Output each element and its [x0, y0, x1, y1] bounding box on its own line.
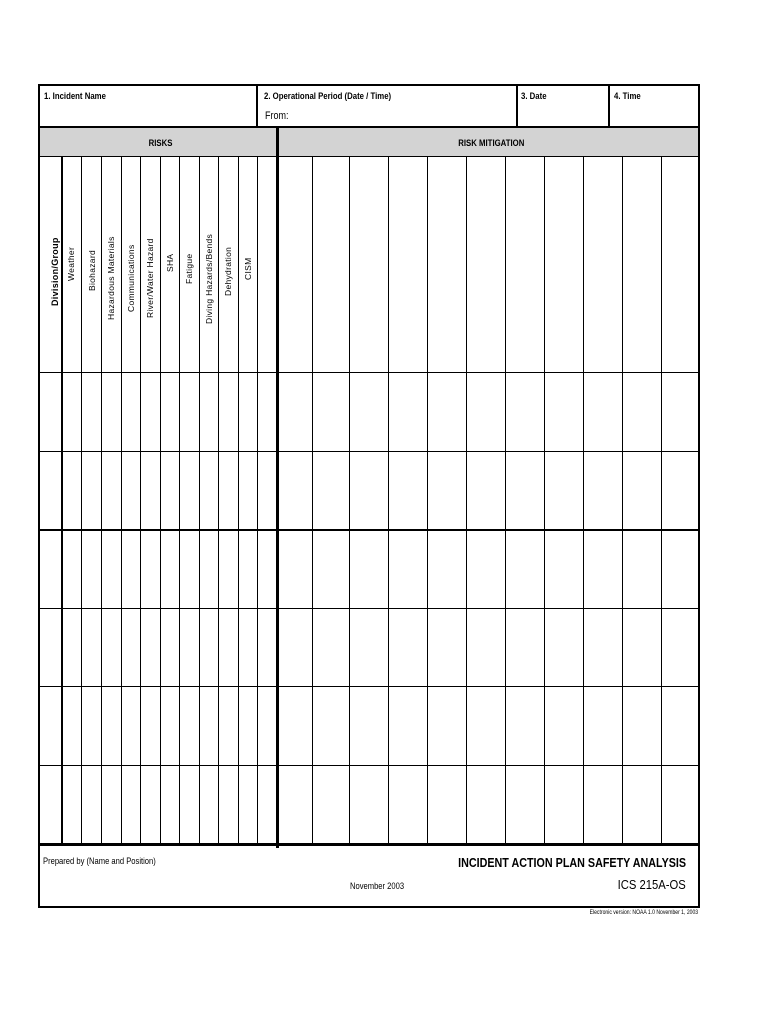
- mitigation-col-line: [312, 156, 313, 846]
- mitigation-col-line: [622, 156, 623, 846]
- mitigation-col-line: [505, 156, 506, 846]
- risk-header-cism: CISM: [243, 257, 253, 280]
- mitigation-col-line: [388, 156, 389, 846]
- row-line: [38, 372, 700, 373]
- risk-col-line: [160, 156, 161, 846]
- operational-period-label: 2. Operational Period (Date / Time): [264, 91, 392, 102]
- risk-header-biohazard: Biohazard: [87, 250, 97, 291]
- risk-col-line: [101, 156, 102, 846]
- risk-header-diving-hazards-bends: Diving Hazards/Bends: [204, 233, 214, 324]
- row-line: [38, 765, 700, 766]
- row-line: [38, 686, 700, 687]
- header-divider-1: [256, 84, 258, 128]
- row-line: [38, 451, 700, 452]
- form-date: November 2003: [350, 881, 405, 892]
- risk-col-line: [81, 156, 82, 846]
- electronic-version-note: Electronic version: NOAA 1.0 November 1, 2003: [589, 909, 698, 916]
- risk-header-sha: SHA: [165, 253, 175, 272]
- row-line: [38, 529, 700, 531]
- risk-mitigation-label: RISK MITIGATION: [458, 138, 525, 149]
- mitigation-col-line: [583, 156, 584, 846]
- risk-col-line: [199, 156, 200, 846]
- form-title: INCIDENT ACTION PLAN SAFETY ANALYSIS: [458, 856, 686, 870]
- mitigation-col-line: [544, 156, 545, 846]
- mitigation-col-line: [349, 156, 350, 846]
- risk-header-hazardous-materials: Hazardous Materials: [106, 236, 116, 320]
- risk-col-line: [238, 156, 239, 846]
- risk-header-division-group: Division/Group: [50, 237, 60, 306]
- risks-mitigation-divider: [276, 128, 279, 848]
- right-border: [698, 84, 700, 908]
- risk-col-line: [257, 156, 258, 846]
- from-label: From:: [265, 110, 289, 122]
- banner-bottom-border: [38, 156, 700, 157]
- time-label: 4. Time: [614, 91, 641, 102]
- risk-header-dehydration: Dehydration: [223, 246, 233, 296]
- date-label: 3. Date: [521, 91, 547, 102]
- risk-header-river-water-hazard: River/Water Hazard: [145, 238, 155, 318]
- header-divider-3: [608, 84, 610, 128]
- mitigation-col-line: [466, 156, 467, 846]
- risk-header-fatigue: Fatigue: [184, 253, 194, 284]
- form-bottom-border: [38, 906, 700, 908]
- risk-col-line: [121, 156, 122, 846]
- risk-col-line: [179, 156, 180, 846]
- top-border: [38, 84, 700, 86]
- risk-col-line: [61, 156, 63, 846]
- table-bottom-border: [38, 843, 700, 846]
- mitigation-col-line: [427, 156, 428, 846]
- incident-name-label: 1. Incident Name: [44, 91, 106, 102]
- risk-col-line: [140, 156, 141, 846]
- header-divider-2: [516, 84, 518, 128]
- risk-header-weather: Weather: [66, 246, 76, 281]
- left-border: [38, 84, 40, 908]
- prepared-by-label: Prepared by (Name and Position): [43, 856, 156, 867]
- risk-col-line: [218, 156, 219, 846]
- mitigation-col-line: [661, 156, 662, 846]
- row-line: [38, 608, 700, 609]
- form-code: ICS 215A-OS: [617, 878, 686, 892]
- risks-label: RISKS: [148, 138, 173, 149]
- risk-header-communications: Communications: [126, 244, 136, 312]
